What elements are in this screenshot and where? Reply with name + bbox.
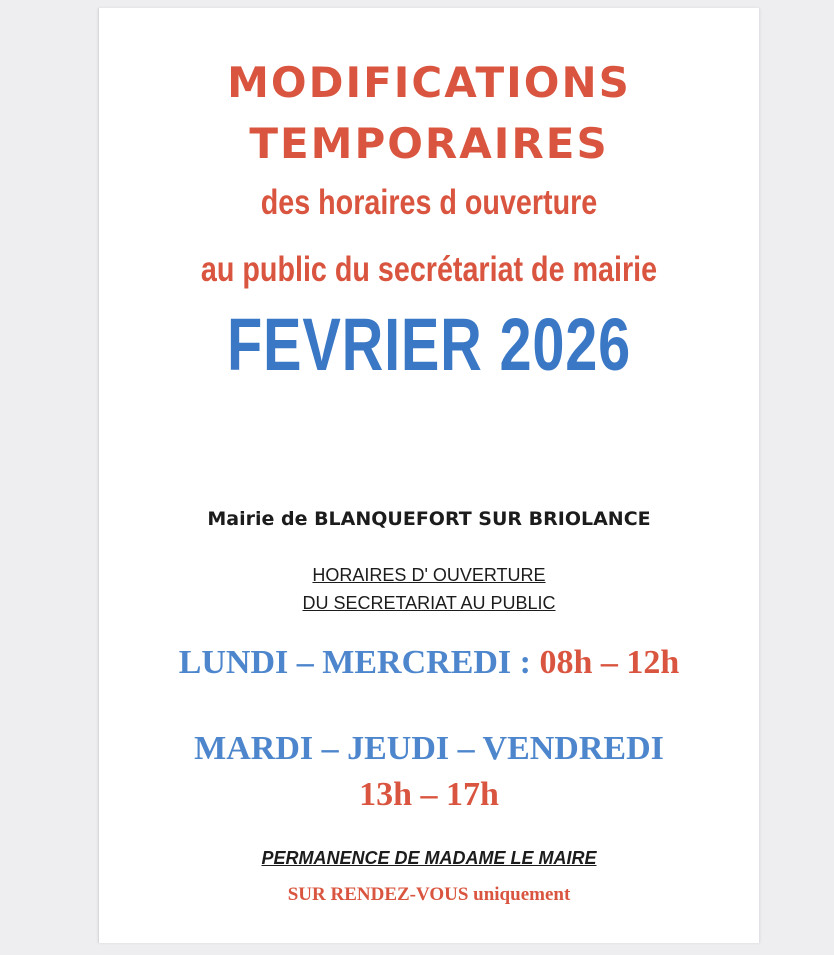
subtitle-line-1: des horaires d ouverture — [260, 183, 598, 222]
rendezvous-note: SUR RENDEZ-VOUS uniquement — [287, 884, 571, 905]
mairie-name: Mairie de BLANQUEFORT SUR BRIOLANCE — [207, 508, 651, 530]
title-line-2: TEMPORAIRES — [249, 119, 609, 168]
horaires-heading-2: DU SECRETARIAT AU PUBLIC — [302, 593, 556, 613]
permanence-heading: PERMANENCE DE MADAME LE MAIRE — [261, 848, 597, 868]
schedule-tue-fri-days: MARDI – JEUDI – VENDREDI — [194, 730, 664, 767]
horaires-heading-1: HORAIRES D' OUVERTURE — [312, 565, 546, 585]
month-heading: FEVRIER 2026 — [227, 303, 631, 386]
poster-sheet — [98, 8, 760, 943]
schedule-tue-fri-time: 13h – 17h — [359, 776, 499, 813]
schedule-mon-wed-days: LUNDI – MERCREDI : — [178, 644, 540, 681]
schedule-mon-wed-time: 08h – 12h — [539, 644, 680, 681]
schedule-mon-wed — [99, 644, 759, 682]
title-line-1: MODIFICATIONS — [227, 58, 631, 107]
subtitle-line-2: au public du secrétariat de mairie — [200, 250, 658, 289]
